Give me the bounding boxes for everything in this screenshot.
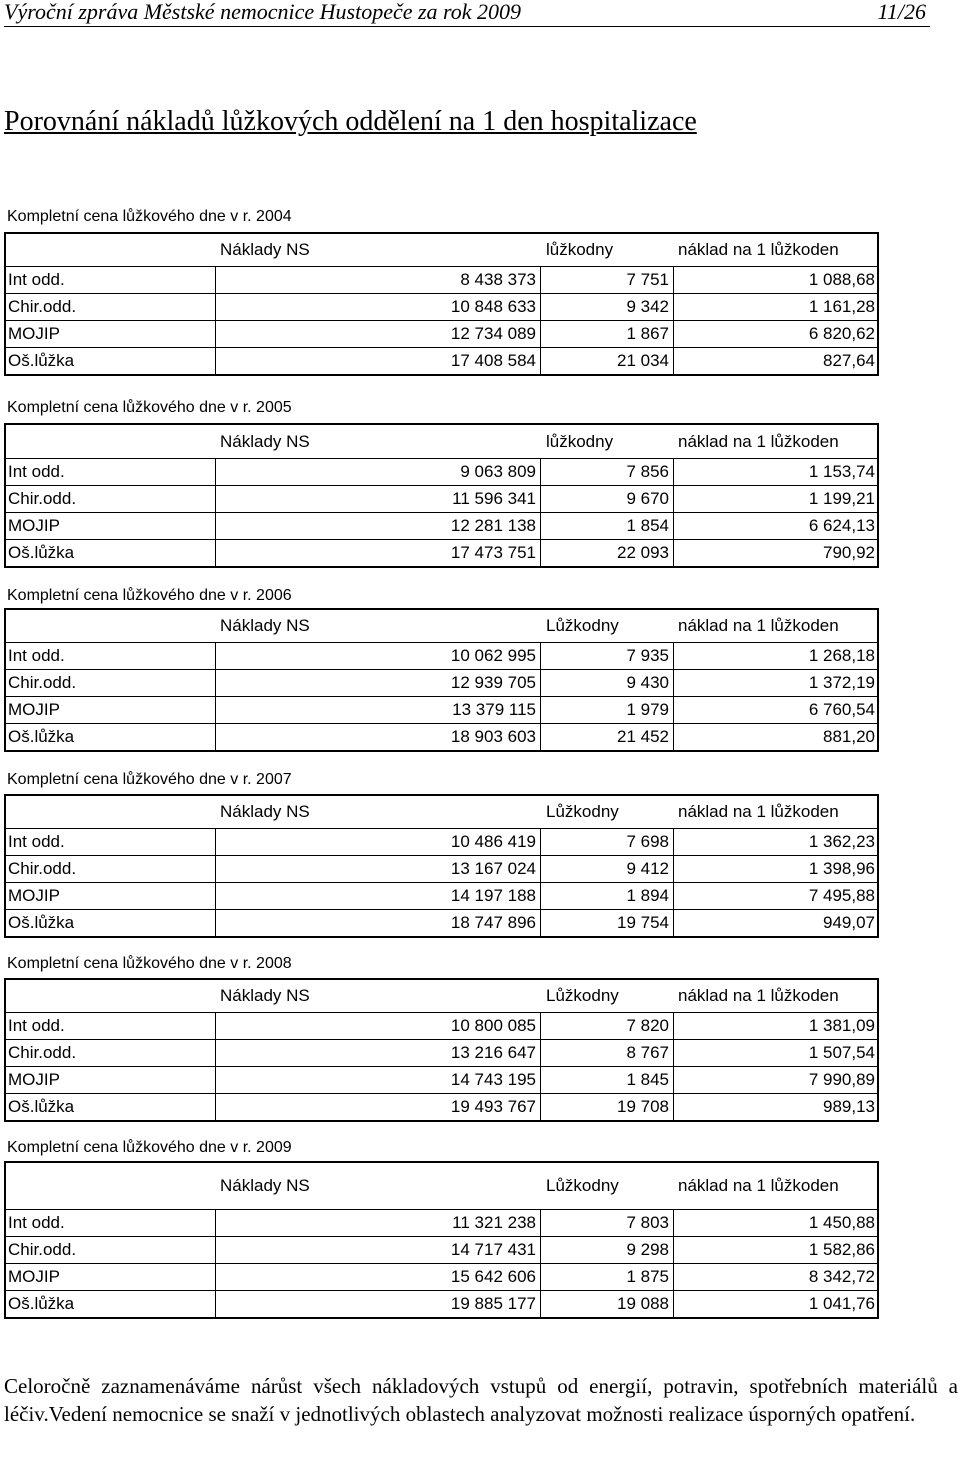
bed-days-value: 7 820 [541, 1013, 674, 1039]
costs-value: 13 167 024 [215, 856, 541, 882]
page-number: 11/26 [877, 0, 926, 24]
table-row [6, 909, 877, 936]
table-row [6, 1066, 877, 1093]
department-name: Chir.odd. [8, 489, 77, 508]
table-row [6, 320, 877, 347]
cost-per-day-value: 790,92 [823, 543, 875, 562]
bed-days-value: 1 854 [541, 513, 674, 539]
table-row [6, 1012, 877, 1039]
cost-per-day-value: 1 088,68 [808, 270, 875, 289]
cost-per-day-value: 1 450,88 [808, 1213, 875, 1232]
department-name: Int odd. [8, 646, 65, 665]
header-bed-days: Lůžkodny [546, 616, 619, 635]
bed-days-value: 7 698 [541, 829, 674, 855]
section-title: Kompletní cena lůžkového dne v r. 2007 [7, 771, 292, 788]
bed-days-value: 1 867 [541, 321, 674, 347]
department-name: Oš.lůžka [8, 543, 75, 562]
header-bed-days: Lůžkodny [546, 802, 619, 821]
bed-days-value: 19 088 [541, 1291, 674, 1317]
header-costs: Náklady NS [220, 432, 310, 451]
department-name: Chir.odd. [8, 673, 77, 692]
section-title: Kompletní cena lůžkového dne v r. 2005 [7, 399, 292, 416]
department-name: Int odd. [8, 1016, 65, 1035]
header-costs: Náklady NS [220, 1176, 310, 1195]
cost-per-day-value: 7 990,89 [808, 1070, 875, 1089]
cost-per-day-value: 1 161,28 [808, 297, 875, 316]
table-row [6, 266, 877, 293]
bed-days-value: 21 452 [541, 724, 674, 750]
cost-per-day-value: 6 820,62 [808, 324, 875, 343]
department-name: MOJIP [8, 700, 60, 719]
header-costs: Náklady NS [220, 802, 310, 821]
table-header-row [6, 980, 877, 1012]
department-name: MOJIP [8, 886, 60, 905]
header-costs: Náklady NS [220, 240, 310, 259]
header-bed-days: Lůžkodny [546, 1176, 619, 1195]
bed-days-value: 9 430 [541, 670, 674, 696]
costs-value: 8 438 373 [215, 267, 541, 293]
bed-days-value: 19 754 [541, 910, 674, 936]
costs-value: 17 408 584 [215, 348, 541, 374]
cost-table [4, 978, 879, 1122]
department-name: Int odd. [8, 1213, 65, 1232]
table-row [6, 1039, 877, 1066]
table-header-row [6, 234, 877, 266]
costs-value: 12 939 705 [215, 670, 541, 696]
department-name: MOJIP [8, 324, 60, 343]
costs-value: 18 903 603 [215, 724, 541, 750]
bed-days-value: 9 342 [541, 294, 674, 320]
department-name: Chir.odd. [8, 1240, 77, 1259]
header-cost-per-day: náklad na 1 lůžkoden [678, 432, 839, 451]
cost-per-day-value: 7 495,88 [808, 886, 875, 905]
costs-value: 13 379 115 [215, 697, 541, 723]
costs-value: 19 493 767 [215, 1094, 541, 1120]
cost-per-day-value: 881,20 [823, 727, 875, 746]
costs-value: 10 848 633 [215, 294, 541, 320]
bed-days-value: 1 979 [541, 697, 674, 723]
cost-per-day-value: 8 342,72 [808, 1267, 875, 1286]
bed-days-value: 1 894 [541, 883, 674, 909]
table-row [6, 882, 877, 909]
department-name: Oš.lůžka [8, 913, 75, 932]
cost-per-day-value: 6 624,13 [808, 516, 875, 535]
header-costs: Náklady NS [220, 986, 310, 1005]
table-row [6, 828, 877, 855]
cost-per-day-value: 989,13 [823, 1097, 875, 1116]
section-title: Kompletní cena lůžkového dne v r. 2004 [7, 208, 292, 225]
table-header-row [6, 796, 877, 828]
cost-per-day-value: 1 398,96 [808, 859, 875, 878]
bed-days-value: 7 803 [541, 1210, 674, 1236]
costs-value: 13 216 647 [215, 1040, 541, 1066]
department-name: Chir.odd. [8, 859, 77, 878]
department-name: MOJIP [8, 516, 60, 535]
header-bed-days: lůžkodny [546, 240, 614, 259]
bed-days-value: 7 856 [541, 459, 674, 485]
department-name: Int odd. [8, 462, 65, 481]
department-name: MOJIP [8, 1267, 60, 1286]
table-row [6, 485, 877, 512]
cost-per-day-value: 1 362,23 [808, 832, 875, 851]
report-title: Výroční zpráva Městské nemocnice Hustopeče za rok 2009 [4, 0, 522, 24]
bed-days-value: 1 845 [541, 1067, 674, 1093]
department-name: Int odd. [8, 832, 65, 851]
header-costs: Náklady NS [220, 616, 310, 635]
table-row [6, 696, 877, 723]
costs-value: 14 717 431 [215, 1237, 541, 1263]
costs-value: 17 473 751 [215, 540, 541, 566]
cost-per-day-value: 1 372,19 [808, 673, 875, 692]
department-name: Int odd. [8, 270, 65, 289]
cost-per-day-value: 6 760,54 [808, 700, 875, 719]
cost-per-day-value: 827,64 [823, 351, 875, 370]
department-name: Oš.lůžka [8, 1294, 75, 1313]
costs-value: 19 885 177 [215, 1291, 541, 1317]
table-row [6, 512, 877, 539]
costs-value: 9 063 809 [215, 459, 541, 485]
section-title: Kompletní cena lůžkového dne v r. 2006 [7, 587, 292, 604]
header-bed-days: Lůžkodny [546, 986, 619, 1005]
table-header-row [6, 1163, 877, 1209]
table-row [6, 1209, 877, 1236]
table-row [6, 1263, 877, 1290]
costs-value: 10 486 419 [215, 829, 541, 855]
table-row [6, 1093, 877, 1120]
document-title: Porovnání nákladů lůžkových oddělení na 1 den hospitalizace [4, 106, 697, 137]
costs-value: 12 281 138 [215, 513, 541, 539]
table-row [6, 723, 877, 750]
cost-per-day-value: 1 153,74 [808, 462, 875, 481]
section-title: Kompletní cena lůžkového dne v r. 2009 [7, 1139, 292, 1156]
table-row [6, 539, 877, 566]
costs-value: 10 062 995 [215, 643, 541, 669]
cost-per-day-value: 1 199,21 [808, 489, 875, 508]
costs-value: 12 734 089 [215, 321, 541, 347]
costs-value: 18 747 896 [215, 910, 541, 936]
department-name: Oš.lůžka [8, 351, 75, 370]
bed-days-value: 21 034 [541, 348, 674, 374]
cost-table [4, 608, 879, 752]
header-bed-days: lůžkodny [546, 432, 614, 451]
cost-table [4, 232, 879, 376]
table-row [6, 1290, 877, 1317]
section-title: Kompletní cena lůžkového dne v r. 2008 [7, 955, 292, 972]
bed-days-value: 9 298 [541, 1237, 674, 1263]
table-row [6, 642, 877, 669]
cost-per-day-value: 1 507,54 [808, 1043, 875, 1062]
bed-days-value: 8 767 [541, 1040, 674, 1066]
table-row [6, 669, 877, 696]
header-cost-per-day: náklad na 1 lůžkoden [678, 802, 839, 821]
table-header-row [6, 425, 877, 458]
cost-table [4, 423, 879, 568]
summary-paragraph: Celoročně zaznamenáváme nárůst všech nákladových vstupů od energií, potravin, spotřebních materiálů a léčiv.Vedení nemocnice se snaží v jednotlivých oblastech analyzovat možnosti realizace úsporných opatření. [4, 1374, 958, 1426]
table-row [6, 347, 877, 374]
cost-table [4, 1161, 879, 1319]
costs-value: 11 321 238 [215, 1210, 541, 1236]
bed-days-value: 22 093 [541, 540, 674, 566]
department-name: MOJIP [8, 1070, 60, 1089]
cost-per-day-value: 1 268,18 [808, 646, 875, 665]
header-cost-per-day: náklad na 1 lůžkoden [678, 240, 839, 259]
costs-value: 14 743 195 [215, 1067, 541, 1093]
bed-days-value: 7 935 [541, 643, 674, 669]
bed-days-value: 7 751 [541, 267, 674, 293]
bed-days-value: 19 708 [541, 1094, 674, 1120]
department-name: Oš.lůžka [8, 727, 75, 746]
cost-per-day-value: 949,07 [823, 913, 875, 932]
cost-table [4, 794, 879, 938]
cost-per-day-value: 1 582,86 [808, 1240, 875, 1259]
costs-value: 14 197 188 [215, 883, 541, 909]
header-cost-per-day: náklad na 1 lůžkoden [678, 616, 839, 635]
bed-days-value: 1 875 [541, 1264, 674, 1290]
table-row [6, 293, 877, 320]
department-name: Oš.lůžka [8, 1097, 75, 1116]
table-row [6, 855, 877, 882]
costs-value: 15 642 606 [215, 1264, 541, 1290]
table-row [6, 1236, 877, 1263]
cost-per-day-value: 1 041,76 [808, 1294, 875, 1313]
page-header [4, 0, 930, 27]
department-name: Chir.odd. [8, 297, 77, 316]
department-name: Chir.odd. [8, 1043, 77, 1062]
bed-days-value: 9 670 [541, 486, 674, 512]
header-cost-per-day: náklad na 1 lůžkoden [678, 986, 839, 1005]
header-cost-per-day: náklad na 1 lůžkoden [678, 1176, 839, 1195]
table-header-row [6, 610, 877, 642]
cost-per-day-value: 1 381,09 [808, 1016, 875, 1035]
costs-value: 10 800 085 [215, 1013, 541, 1039]
costs-value: 11 596 341 [215, 486, 541, 512]
table-row [6, 458, 877, 485]
bed-days-value: 9 412 [541, 856, 674, 882]
